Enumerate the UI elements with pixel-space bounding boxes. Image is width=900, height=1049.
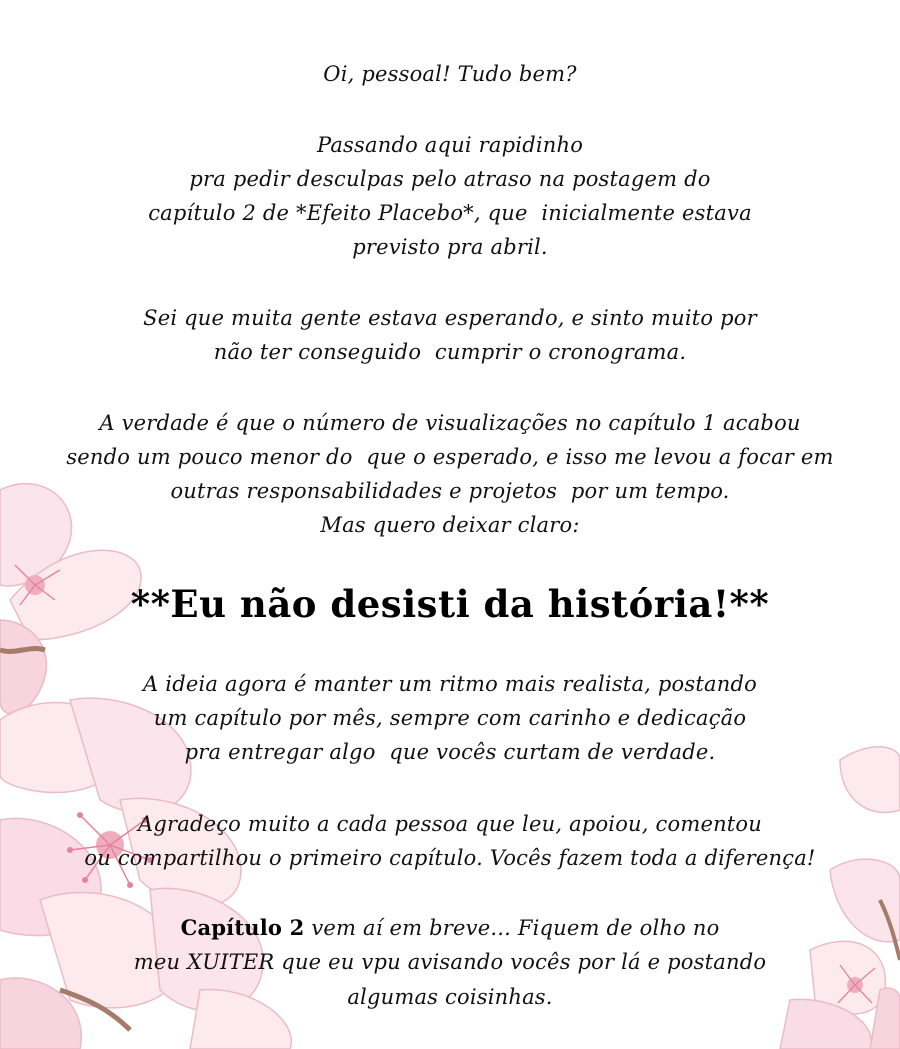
paragraph-6-line-3: algumas coisinhas. <box>347 985 553 1009</box>
paragraph-1-line-2: pra pedir desculpas pelo atraso na postagem do <box>189 167 711 191</box>
paragraph-4-line-2: um capítulo por mês, sempre com carinho e dedicação <box>153 706 747 730</box>
paragraph-3-line-1: A verdade é que o número de visualizações no capítulo 1 acabou <box>99 411 801 435</box>
chapter-2-label: Capítulo 2 <box>180 915 305 940</box>
paragraph-1-line-1: Passando aqui rapidinho <box>316 133 584 157</box>
headline: **Eu não desisti da história!** <box>130 582 770 626</box>
paragraph-3-line-3: outras responsabilidades e projetos por um tempo. <box>170 479 730 503</box>
greeting: Oi, pessoal! Tudo bem? <box>323 62 577 86</box>
paragraph-2-line-2: não ter conseguido cumprir o cronograma. <box>213 340 687 364</box>
paragraph-3-line-4: Mas quero deixar claro: <box>320 513 580 537</box>
paragraph-6-line-1 <box>0 915 900 940</box>
paragraph-5-line-1: Agradeço muito a cada pessoa que leu, apoiou, comentou <box>137 812 762 836</box>
paragraph-1-line-3: capítulo 2 de *Efeito Placebo*, que inicialmente estava <box>148 201 752 225</box>
paragraph-2-line-1: Sei que muita gente estava esperando, e sinto muito por <box>143 306 757 330</box>
paragraph-5-line-2: ou compartilhou o primeiro capítulo. Vocês fazem toda a diferença! <box>84 846 816 870</box>
paragraph-3-line-2: sendo um pouco menor do que o esperado, e isso me levou a focar em <box>66 445 834 469</box>
paragraph-4-line-3: pra entregar algo que vocês curtam de verdade. <box>184 740 716 764</box>
paragraph-6-line-2: meu XUITER que eu vpu avisando vocês por lá e postando <box>133 950 767 974</box>
paragraph-4-line-1: A ideia agora é manter um ritmo mais realista, postando <box>143 672 757 696</box>
paragraph-6-line-1-rest: vem aí em breve... Fiquem de olho no <box>304 916 720 940</box>
paragraph-1-line-4: previsto pra abril. <box>352 235 548 259</box>
